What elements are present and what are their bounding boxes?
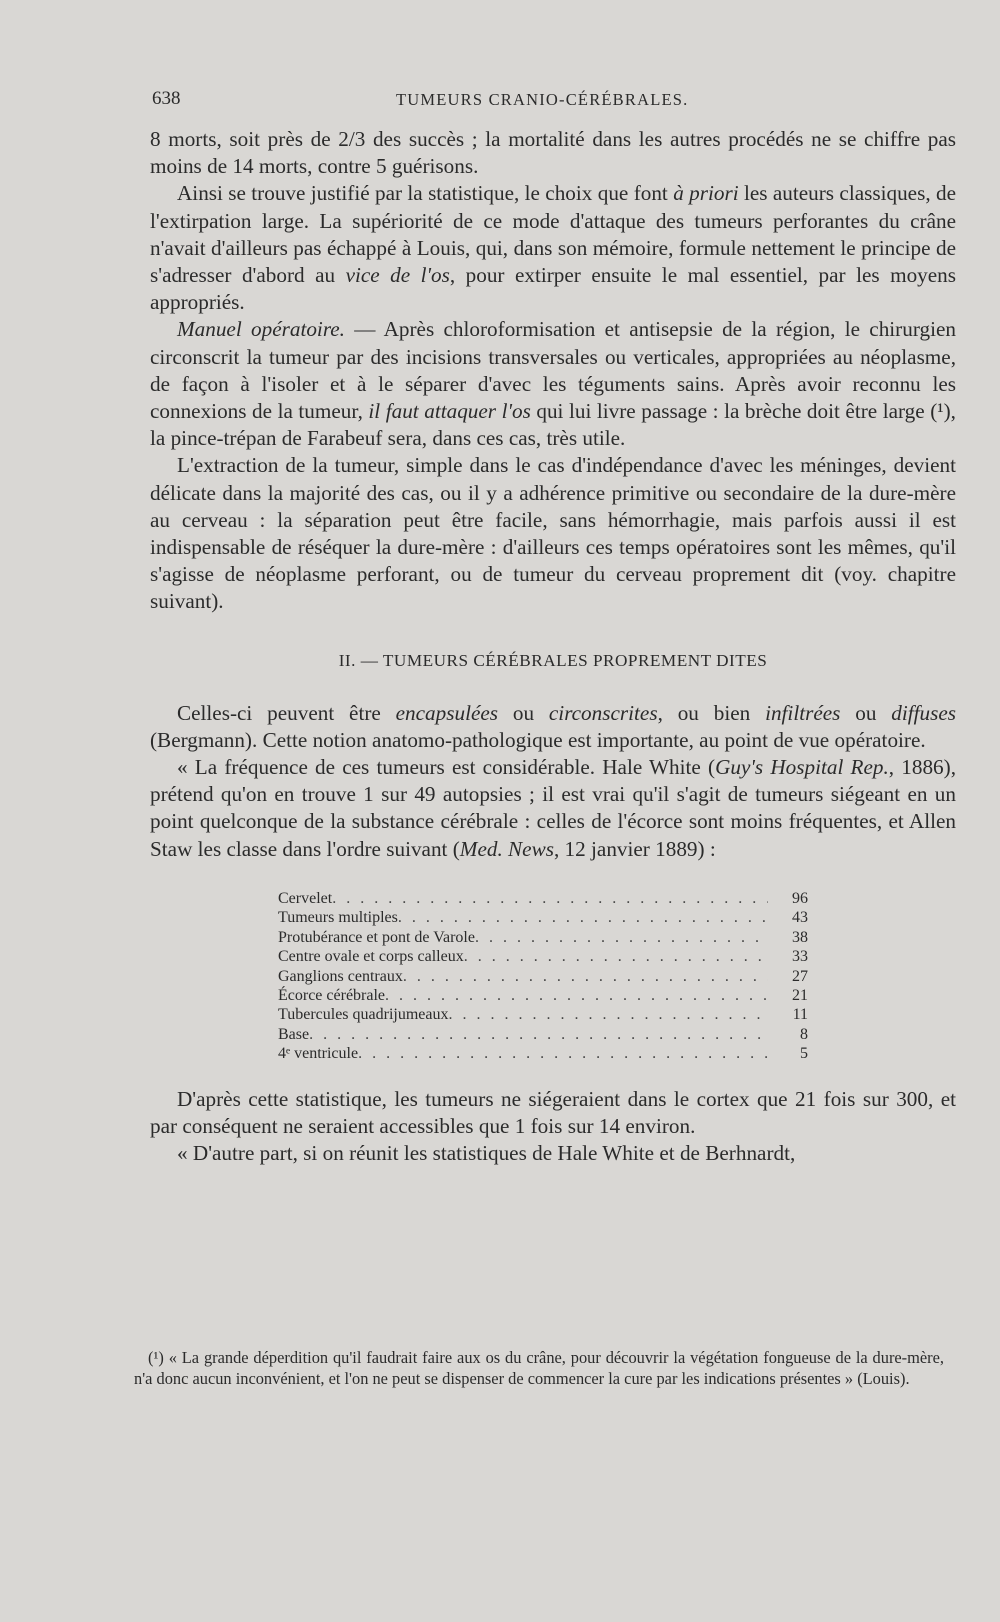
text-run: « La fréquence de ces tumeurs est considérable. Hale White ( [177,755,716,780]
tumor-statistics-table [278,889,808,1064]
leader-dots [358,1044,768,1063]
leader-dots [332,889,768,908]
row-value: 43 [792,909,808,927]
row-label: Ganglions centraux [278,967,403,985]
page-body [150,126,956,1167]
table-row [278,947,808,966]
italic-run: infiltrées [765,700,841,725]
paragraph: « D'autre part, si on réunit les statistiques de Hale White et de Berhnardt, [177,1140,796,1165]
table-row [278,928,808,947]
text-run: Ainsi se trouve justifié par la statistique, le choix que font [177,181,674,206]
row-label: Écorce cérébrale [278,986,386,1004]
italic-run: il faut attaquer l'os [368,399,531,424]
italic-run: vice de l'os [345,263,450,288]
leader-dots [448,1005,768,1024]
leader-dots [385,986,768,1005]
italic-run: diffuses [891,700,957,725]
leader-dots [309,1025,768,1044]
text-run: ou [840,700,892,725]
page-number: 638 [152,88,181,109]
text-run: qui lui livre passage : la brèche doit être large (¹), la pince-trépan de Farabeuf sera, dans ces cas, très utile. [150,399,956,451]
text-run: , 12 janvier 1889) : [553,836,716,861]
italic-run: encapsulées [395,700,499,725]
row-value: 8 [800,1025,808,1043]
row-value: 11 [792,1006,808,1024]
row-label: Protubérance et pont de Varole [278,928,475,946]
table-row [278,889,808,908]
row-label: Tubercules quadrijumeaux [278,1006,449,1024]
text-run: ou [498,700,549,725]
row-value: 5 [800,1045,808,1063]
table-row [278,967,808,986]
page-header [152,88,952,116]
italic-run: à priori [673,181,739,206]
text-run: Celles-ci peuvent être [177,700,396,725]
paragraph: 8 morts, soit près de 2/3 des succès ; la mortalité dans les autres procédés ne se chiffre pas moins de 14 morts, contre 5 guérisons. [150,127,956,179]
row-label: Cervelet [278,889,333,907]
section-title: II. — TUMEURS CÉRÉBRALES PROPREMENT DITES [338,650,768,670]
paragraph [150,180,956,316]
table-row [278,1005,808,1024]
table-row [278,1025,808,1044]
text-run: , pour extirper ensuite le mal essentiel, par les moyens appropriés. [150,263,957,315]
paragraph: D'après cette statistique, les tumeurs ne siégeraient dans le cortex que 21 fois sur 300, et par conséquent ne seraient accessibles que 1 fois sur 14 environ. [150,1086,956,1138]
leader-dots [475,928,768,947]
text-run: — Après chloroformisation et antisepsie de la région, le chirurgien circonscrit la tumeur par des incisions transversales ou verticales, appropriées au néoplasme, de façon à l'isoler et à le séparer d'avec les téguments sains. Après avoir reconnu les connexions de la tumeur, [150,317,956,424]
row-value: 27 [792,967,808,985]
italic-run: Med. News [459,836,554,861]
text-run: , 1886), prétend qu'on en trouve 1 sur 49 autopsies ; il est vrai qu'il s'agit de tumeurs siégeant en un point quelconque de la substance cérébrale : celles de l'écorce sont moins fréquentes, et Allen Staw les classe dans l'ordre suivant ( [150,755,957,861]
paragraph [150,316,956,452]
paragraph [150,754,956,863]
row-value: 38 [792,928,808,946]
row-label: Base [278,1025,310,1043]
row-value: 96 [792,889,808,907]
leader-dots [464,947,768,966]
footnote-text: (¹) « La grande déperdition qu'il faudrait faire aux os du crâne, pour découvrir la végétation fongueuse de la dure-mère, n'a donc aucun inconvénient, et l'on ne peut se dispenser de commencer la cure par les indications présentes » (Louis). [134,1348,944,1388]
footnote [134,1348,944,1389]
italic-run: Guy's Hospital Rep. [715,755,889,780]
leader-dots [403,967,768,986]
leader-dots [398,908,768,927]
table-row [278,986,808,1005]
row-value: 33 [792,948,808,966]
text-run: les auteurs classiques, de l'extirpation large. La supériorité de ce mode d'attaque des tumeurs perforantes du crâne n'avait d'ailleurs pas échappé à Louis, qui, dans son mémoire, formule nettement le principe de s'adresser d'abord au [150,181,956,288]
subheading-run: Manuel opératoire. [177,317,345,342]
paragraph [150,700,956,754]
table-row [278,908,808,927]
table-row [278,1044,808,1063]
text-run: (Bergmann). Cette notion anatomo-pathologique est importante, au point de vue opératoire. [150,727,926,752]
row-label: Centre ovale et corps calleux [278,948,464,966]
row-value: 21 [792,986,808,1004]
row-label: Tumeurs multiples [278,909,398,927]
running-title: TUMEURS CRANIO-CÉRÉBRALES. [396,90,689,109]
italic-run: circonscrites [548,700,658,725]
text-run: , ou bien [657,700,766,725]
row-label: 4ᵉ ventricule [278,1045,359,1063]
paragraph: L'extraction de la tumeur, simple dans le cas d'indépendance d'avec les méninges, devient délicate dans la majorité des cas, ou il y a adhérence primitive ou secondaire de la dure-mère au cerveau : la séparation peut être facile, sans hémorrhagie, mais parfois aussi il est indispensable de réséquer la dure-mère : d'ailleurs ces temps opératoires sont les mêmes, qu'il s'agisse de néoplasme perforant, ou de tumeur du cerveau proprement dit (voy. chapitre suivant). [150,453,956,614]
